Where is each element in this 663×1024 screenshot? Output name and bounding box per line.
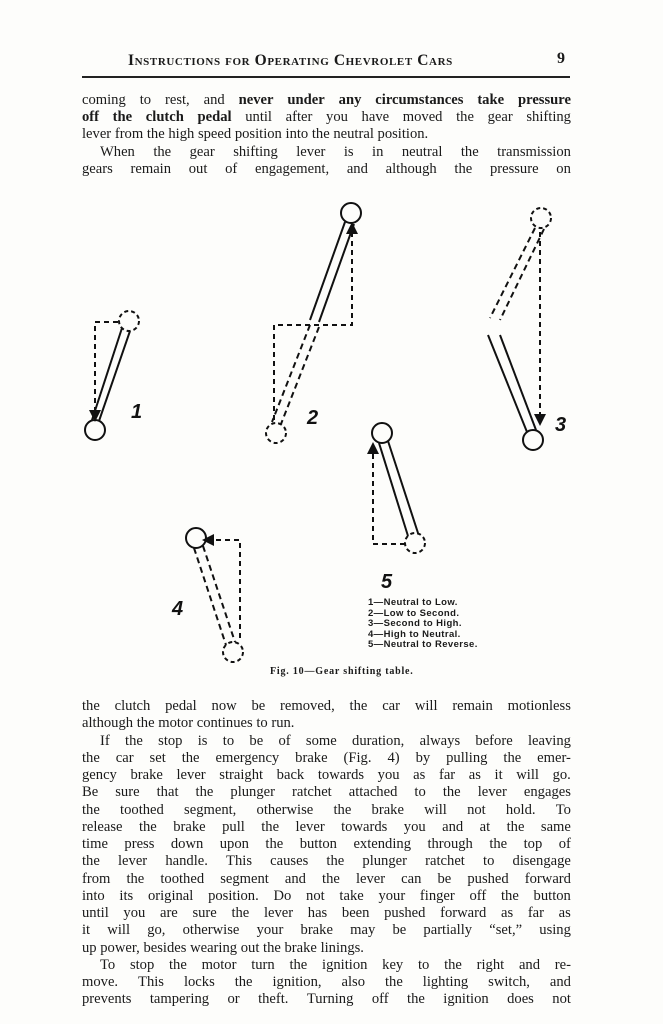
running-header: Instructions for Operating Chevrolet Cars <box>128 52 453 69</box>
word: button <box>533 887 571 904</box>
word: pushed <box>467 870 509 887</box>
word: the <box>82 749 100 766</box>
word: towards <box>317 767 365 783</box>
word: stop <box>158 732 183 749</box>
text-line <box>82 905 571 922</box>
word: To <box>100 956 116 973</box>
word: from <box>82 870 111 887</box>
word: shifting <box>233 143 278 160</box>
word: be <box>392 922 407 939</box>
word: the <box>311 126 334 143</box>
word: under <box>287 92 325 108</box>
text-line <box>82 853 571 870</box>
text-line <box>82 871 571 888</box>
word: the <box>169 956 187 973</box>
word: sure <box>192 905 217 921</box>
word: be <box>437 870 452 887</box>
word: take <box>339 887 364 904</box>
word: tampering <box>149 991 210 1008</box>
word: lever <box>82 126 115 143</box>
word: you <box>326 109 348 126</box>
legend-item: 4—High to Neutral. <box>368 628 461 640</box>
text-line <box>82 715 571 732</box>
word: is <box>197 732 208 749</box>
word: the <box>506 818 525 835</box>
word: locks <box>183 974 215 990</box>
word: ratchet <box>425 853 465 870</box>
word: the <box>454 160 473 177</box>
word: key <box>382 956 404 973</box>
word: go. <box>552 767 571 783</box>
word: brake <box>300 922 333 939</box>
word: same <box>540 818 571 835</box>
text-line <box>82 767 571 784</box>
word: time <box>82 836 108 852</box>
text-line <box>82 888 571 905</box>
word: brake <box>173 818 206 835</box>
legend-item: 1—Neutral to Low. <box>368 597 458 608</box>
word: lever <box>355 870 386 887</box>
word: will <box>424 801 447 818</box>
word: can <box>401 870 422 887</box>
word: the <box>126 870 145 887</box>
text-line <box>82 940 571 957</box>
word: it <box>82 922 91 939</box>
word: your <box>378 887 406 904</box>
word: pressure <box>518 92 571 108</box>
word: remain <box>452 698 493 714</box>
word: otherwise <box>182 922 240 939</box>
word: the <box>138 818 157 835</box>
word: the <box>231 905 250 921</box>
word: neutral <box>333 126 378 143</box>
word: transmission <box>497 143 571 160</box>
word: partially <box>423 922 473 939</box>
word: as <box>468 767 481 783</box>
word: until <box>245 109 272 126</box>
word: lever <box>295 818 325 835</box>
legend-item: 3—Second to High. <box>368 618 462 630</box>
word: forward <box>524 870 571 887</box>
word: This <box>138 974 164 990</box>
word: out <box>240 939 264 956</box>
word: from <box>114 126 147 143</box>
word: off <box>371 991 389 1008</box>
word: will <box>107 922 130 939</box>
word: the <box>407 991 425 1008</box>
word: speed <box>197 126 235 143</box>
word: the <box>112 109 133 126</box>
word: to <box>222 732 235 749</box>
word: the <box>234 974 253 990</box>
word: gency <box>82 767 117 783</box>
word: not <box>306 887 325 904</box>
word: pull <box>222 818 245 835</box>
word: as <box>558 905 571 921</box>
word: (Fig. <box>343 749 372 766</box>
word: as <box>500 905 514 921</box>
word: down <box>170 836 204 852</box>
word: up <box>82 939 101 956</box>
word: the <box>265 836 284 852</box>
diagram-label-4: 4 <box>172 598 184 620</box>
word: engages <box>523 784 571 801</box>
word: the <box>289 956 308 973</box>
word: theft. <box>258 991 289 1008</box>
word: on <box>556 160 571 177</box>
word: ignition <box>322 956 368 973</box>
word: duration, <box>352 732 405 749</box>
text-line <box>100 957 571 974</box>
word: may <box>350 922 376 939</box>
knob-dashed <box>119 311 139 331</box>
word: far <box>438 767 456 783</box>
word: segment, <box>184 801 237 818</box>
word: the <box>125 732 143 749</box>
legend-item: 5—Neutral to Reverse. <box>368 639 478 651</box>
word: segment <box>220 870 269 887</box>
word: the <box>181 749 200 766</box>
word: pulling <box>446 749 488 766</box>
word: clutch <box>145 109 184 126</box>
word: lever <box>263 905 294 921</box>
word: If <box>100 732 110 749</box>
word: although <box>82 715 137 732</box>
word: pressure <box>489 160 539 177</box>
word: forward <box>440 905 487 921</box>
word: after <box>285 109 313 126</box>
word: pushed <box>384 905 426 921</box>
text-line <box>82 750 571 767</box>
word: When <box>100 143 135 160</box>
word: have <box>361 109 390 126</box>
word: toothed <box>120 801 164 818</box>
word: removed, <box>280 698 335 714</box>
word: and <box>203 92 225 108</box>
text-line <box>82 836 571 853</box>
word: extending <box>353 836 411 852</box>
word: remain <box>130 160 172 177</box>
word: has <box>307 905 328 921</box>
word: until <box>82 905 109 921</box>
word: position <box>234 126 286 143</box>
word: far <box>527 905 545 921</box>
word: the <box>153 143 172 160</box>
word: move. <box>82 974 119 990</box>
word: brake <box>284 939 321 956</box>
word: in <box>372 143 384 160</box>
word: This <box>226 853 252 870</box>
word: the <box>384 974 403 990</box>
word: the <box>263 939 285 956</box>
word: motionless <box>507 698 571 714</box>
word: gears <box>82 160 113 177</box>
word: off <box>469 887 487 904</box>
word: to <box>139 92 152 108</box>
word: hold. <box>505 801 536 818</box>
text-line <box>82 991 571 1008</box>
word: you <box>403 818 426 835</box>
word: button <box>299 836 337 852</box>
word: will <box>516 767 539 783</box>
word: run. <box>271 715 299 732</box>
word: be <box>251 698 266 714</box>
figure-caption: Fig. 10—Gear shifting table. <box>270 666 414 677</box>
word: and <box>442 818 464 835</box>
word: of <box>278 732 291 749</box>
word: finger <box>419 887 455 904</box>
word: and <box>346 160 368 177</box>
word: or <box>227 991 240 1008</box>
word: lever <box>176 767 206 783</box>
word: car <box>382 698 401 714</box>
word: rest, <box>164 92 190 108</box>
diagram-5 <box>372 423 425 553</box>
word: ignition, <box>272 974 322 990</box>
word: the <box>146 126 169 143</box>
word: to <box>256 715 272 732</box>
word: position. <box>208 887 259 904</box>
word: lighting <box>422 974 469 990</box>
word: stop <box>129 956 155 973</box>
word: the <box>489 836 508 852</box>
word: the <box>322 870 340 887</box>
word: its <box>119 887 134 904</box>
word: into <box>285 126 312 143</box>
word: high <box>168 126 198 143</box>
word: the <box>261 818 280 835</box>
word: and <box>518 956 541 973</box>
word: top <box>523 836 543 852</box>
word: through <box>427 836 473 852</box>
word: any <box>338 92 362 108</box>
word: the <box>82 698 100 714</box>
word: lever <box>118 853 148 870</box>
text-line <box>82 784 571 801</box>
word: the <box>444 956 462 973</box>
diagram-3 <box>488 208 551 450</box>
word: the <box>333 801 352 818</box>
word: 4) <box>387 749 400 766</box>
word: wearing <box>190 939 241 956</box>
word: Be <box>82 784 99 801</box>
legend-item: 2—Low to Second. <box>368 607 460 619</box>
word: “set,” <box>489 922 523 939</box>
word: motor <box>158 715 197 732</box>
word: ignition <box>443 991 489 1008</box>
word: the <box>82 801 100 818</box>
word: your <box>256 922 284 939</box>
word: although <box>385 160 437 177</box>
word: as <box>413 767 426 783</box>
knob-solid <box>85 420 105 440</box>
word: straight <box>219 767 264 783</box>
word: moved <box>402 109 443 126</box>
diagram-label-2: 2 <box>307 407 319 429</box>
figure-legend <box>368 598 478 651</box>
word: emer- <box>537 749 571 766</box>
text-line <box>82 802 571 819</box>
word: before <box>475 732 513 749</box>
word: also <box>341 974 366 990</box>
text-line <box>82 974 571 991</box>
word: set <box>149 749 166 766</box>
word: out <box>188 160 208 177</box>
word: circumstances <box>375 92 464 108</box>
word: towards <box>341 818 388 835</box>
page-number: 9 <box>557 50 565 67</box>
word: the <box>82 853 100 870</box>
text-line <box>82 819 571 836</box>
word: original <box>147 887 194 904</box>
word: upon <box>219 836 249 852</box>
diagram-4 <box>186 528 243 662</box>
word: coming <box>82 92 126 108</box>
word: shifting <box>526 109 571 126</box>
word: engagement, <box>254 160 330 177</box>
word: be <box>249 732 264 749</box>
word: now <box>211 698 237 714</box>
word: clutch <box>114 698 151 714</box>
word: of <box>225 160 238 177</box>
word: plunger <box>362 853 407 870</box>
word: turn <box>251 956 275 973</box>
word: at <box>479 818 491 835</box>
word: to <box>414 784 426 801</box>
word: gear <box>189 143 215 160</box>
word: brake <box>371 801 404 818</box>
word: brake <box>130 767 163 783</box>
word: to <box>417 956 430 973</box>
word: into <box>82 887 105 904</box>
word: is <box>343 143 354 160</box>
word: leaving <box>527 732 571 749</box>
word: brake <box>295 749 328 766</box>
word: re- <box>554 956 571 973</box>
word: been <box>341 905 370 921</box>
word: you <box>123 905 146 921</box>
word: the <box>460 143 479 160</box>
word: take <box>477 92 505 108</box>
word: it <box>494 767 503 783</box>
word: ratchet <box>292 784 332 801</box>
word: of <box>558 836 571 852</box>
word: Turning <box>306 991 354 1008</box>
word: not <box>552 991 571 1008</box>
word: linings. <box>320 939 368 956</box>
word: pedal <box>165 698 197 714</box>
word: the <box>456 109 474 126</box>
word: gear <box>487 109 513 126</box>
word: the <box>442 784 461 801</box>
word: To <box>555 801 571 818</box>
word: emergency <box>215 749 280 766</box>
word: causes <box>270 853 309 870</box>
word: by <box>415 749 431 766</box>
word: disengage <box>512 853 571 870</box>
word: the <box>195 784 214 801</box>
word: back <box>276 767 305 783</box>
word: neutral <box>401 143 443 160</box>
word: does <box>507 991 534 1008</box>
text-line <box>100 733 571 750</box>
word: you <box>377 767 400 783</box>
word: the <box>500 887 519 904</box>
word: are <box>159 905 178 921</box>
word: handle. <box>165 853 208 870</box>
word: that <box>156 784 179 801</box>
word: motor <box>201 956 237 973</box>
diagram-label-3: 3 <box>555 414 567 436</box>
word: always <box>419 732 461 749</box>
word: besides <box>143 939 191 956</box>
word: the <box>136 715 159 732</box>
word: and <box>284 870 306 887</box>
word: power, <box>100 939 144 956</box>
diagram-label-1: 1 <box>131 401 143 423</box>
word: right <box>476 956 505 973</box>
word: attached <box>348 784 398 801</box>
word: never <box>238 92 274 108</box>
diagram-label-5: 5 <box>381 571 393 593</box>
word: using <box>539 922 571 939</box>
word: otherwise <box>256 801 314 818</box>
word: switch, <box>488 974 530 990</box>
word: press <box>124 836 155 852</box>
word: the <box>326 853 345 870</box>
word: will <box>414 698 438 714</box>
word: Do <box>273 887 292 904</box>
word: some <box>305 732 337 749</box>
word: car <box>115 749 134 766</box>
word: prevents <box>82 991 132 1008</box>
word: continues <box>196 715 257 732</box>
word: pedal <box>197 109 232 126</box>
word: lever <box>477 784 507 801</box>
text-line <box>82 922 571 939</box>
word: and <box>549 974 571 990</box>
word: not <box>467 801 486 818</box>
word: go, <box>147 922 166 939</box>
word: off <box>82 109 100 126</box>
word: the <box>503 749 522 766</box>
word: plunger <box>230 784 275 801</box>
text-line <box>82 698 571 715</box>
word: lever <box>296 143 326 160</box>
word: to <box>483 853 495 870</box>
word: toothed <box>160 870 205 887</box>
word: position. <box>377 126 432 143</box>
word: release <box>82 818 123 835</box>
word: the <box>349 698 368 714</box>
word: sure <box>115 784 140 801</box>
